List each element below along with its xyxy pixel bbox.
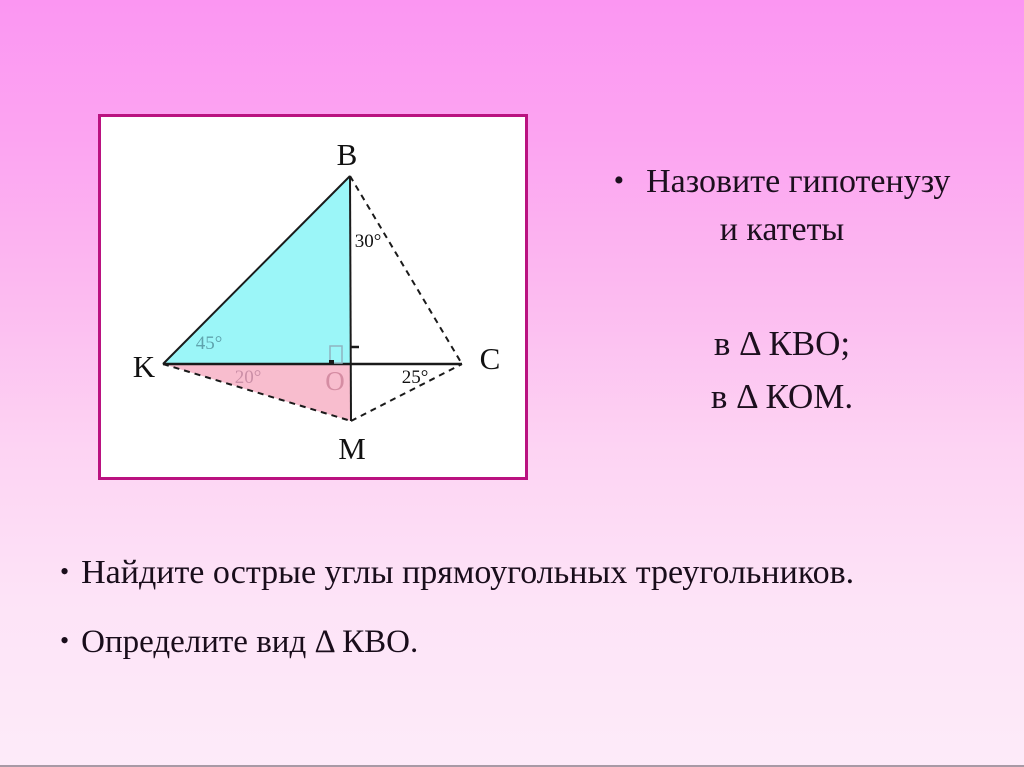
question-line-1 [556, 161, 1008, 202]
vertex-label-M: M [338, 431, 366, 466]
vertex-label-B: B [336, 137, 358, 172]
task-item-1 [60, 552, 1000, 593]
angle-label-30: 30° [354, 231, 382, 252]
geometry-figure [101, 117, 525, 473]
bullet-icon: • [60, 626, 70, 655]
question-case-kbo: в Δ КВО; [713, 324, 851, 363]
vertex-label-K: K [132, 349, 156, 384]
question-block [556, 161, 1008, 417]
point-O-dot [329, 360, 334, 365]
task-item-2 [60, 621, 1000, 662]
task-list [60, 552, 1000, 662]
task-text-2: Определите вид Δ КВО. [81, 624, 419, 660]
diagram-frame [98, 114, 528, 480]
angle-label-25: 25° [401, 367, 429, 388]
task-text-1: Найдите острые углы прямоугольных треугольников. [81, 554, 855, 591]
vertex-label-C: C [479, 341, 501, 376]
question-case-kom: в Δ КОМ. [710, 377, 854, 416]
angle-label-20: 20° [234, 367, 262, 388]
question-text-1: Назовите гипотенузу [646, 163, 951, 200]
edge-BM [350, 176, 351, 421]
angle-label-45: 45° [195, 333, 223, 354]
edge-BC-dashed [350, 176, 462, 364]
bullet-icon: • [60, 557, 70, 586]
vertex-label-O: O [325, 366, 345, 396]
bullet-icon: • [613, 164, 625, 197]
question-text-2: и катеты [719, 211, 845, 248]
